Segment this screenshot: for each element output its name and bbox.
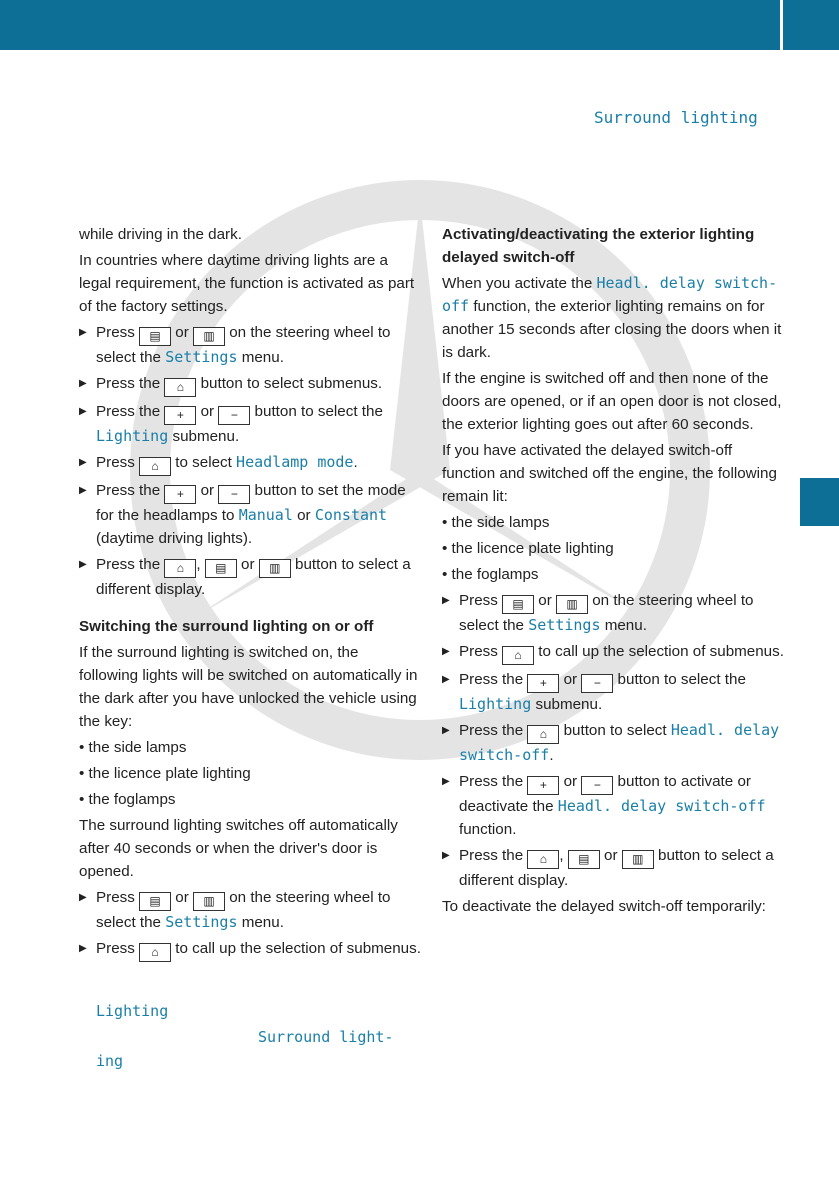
- step: ▶ Press ⌂ to select Headlamp mode.: [79, 451, 421, 476]
- plus-key-icon: +: [164, 485, 196, 504]
- back-key-icon: ⌂: [164, 378, 196, 397]
- subheading: Switching the surround lighting on or off: [79, 618, 374, 635]
- paragraph: If the engine is switched off and then none of the doors are opened, or if an open door is not closed, the exterior lighting goes out after 60 seconds.: [442, 370, 782, 433]
- step: ▶ Press the ⌂ button to select Headl. delay switch-off.: [442, 719, 784, 767]
- minus-key-icon: −: [218, 406, 250, 425]
- top-band: [0, 0, 780, 50]
- step: ▶ Press the ⌂ , ▤ or ▥ button to select a different display.: [442, 844, 784, 892]
- step: ▶ Press the + or − button to select the Lighting submenu.: [79, 400, 421, 448]
- paragraph: while driving in the dark.: [79, 226, 242, 243]
- paragraph: If the surround lighting is switched on, the following lights will be switched on automatically in the dark after you have unlocked the vehicle using the key:: [79, 644, 418, 730]
- plus-key-icon: +: [527, 674, 559, 693]
- minus-key-icon: −: [581, 674, 613, 693]
- menu-label: Lighting: [96, 1002, 169, 1020]
- back-key-icon: ⌂: [139, 943, 171, 962]
- next-display-key-icon: ▥: [556, 595, 588, 614]
- prev-display-key-icon: ▤: [139, 892, 171, 911]
- prev-display-key-icon: ▤: [139, 327, 171, 346]
- list-item: • the licence plate lighting: [442, 540, 614, 557]
- list-item: • the foglamps: [79, 791, 176, 808]
- minus-key-icon: −: [581, 776, 613, 795]
- next-display-key-icon: ▥: [259, 559, 291, 578]
- back-key-icon: ⌂: [527, 850, 559, 869]
- step: ▶ Press ▤ or ▥ on the steering wheel to select the Settings menu.: [442, 589, 784, 637]
- list-item: • the foglamps: [442, 566, 539, 583]
- step: ▶ Press ⌂ to call up the selection of submenus.: [442, 640, 784, 665]
- section-header: Surround lighting: [594, 108, 758, 127]
- paragraph: When you activate the Headl. delay switch-off function, the exterior lighting remains on for another 15 seconds after closing the doors when it is dark.: [442, 274, 782, 361]
- back-key-icon: ⌂: [139, 457, 171, 476]
- menu-label: ing: [96, 1052, 124, 1070]
- subheading: Activating/deactivating the exterior lighting delayed switch-off: [442, 226, 755, 266]
- step: ▶ Press the + or − button to select the Lighting submenu.: [442, 668, 784, 716]
- prev-display-key-icon: ▤: [502, 595, 534, 614]
- paragraph: If you have activated the delayed switch-off function and switched off the engine, the following remain lit:: [442, 442, 777, 505]
- prev-display-key-icon: ▤: [568, 850, 600, 869]
- step: ▶ Press ⌂ to call up the selection of submenus.: [79, 937, 421, 962]
- step: ▶ Press ▤ or ▥ on the steering wheel to select the Settings menu.: [79, 321, 421, 369]
- back-key-icon: ⌂: [527, 725, 559, 744]
- list-item: • the side lamps: [442, 514, 550, 531]
- step: ▶ Press the + or − button to activate or deactivate the Headl. delay switch-off function.: [442, 770, 784, 841]
- next-display-key-icon: ▥: [622, 850, 654, 869]
- back-key-icon: ⌂: [164, 559, 196, 578]
- step: ▶ Press ▤ or ▥ on the steering wheel to select the Settings menu.: [79, 886, 421, 934]
- top-band-corner: [783, 0, 839, 50]
- next-display-key-icon: ▥: [193, 892, 225, 911]
- paragraph: The surround lighting switches off automatically after 40 seconds or when the driver's door is opened.: [79, 817, 398, 880]
- chapter-tab: [800, 478, 839, 526]
- prev-display-key-icon: ▤: [205, 559, 237, 578]
- step: ▶ Press the + or − button to set the mode for the headlamps to Manual or Constant (daytime driving lights).: [79, 479, 421, 550]
- paragraph: In countries where daytime driving lights are a legal requirement, the function is activated as part of the factory settings.: [79, 252, 415, 315]
- next-display-key-icon: ▥: [193, 327, 225, 346]
- left-column: [79, 223, 421, 965]
- back-key-icon: ⌂: [502, 646, 534, 665]
- list-item: • the licence plate lighting: [79, 765, 251, 782]
- step: ▶ Press the ⌂ , ▤ or ▥ button to select a different display.: [79, 553, 421, 601]
- list-item: • the side lamps: [79, 739, 187, 756]
- minus-key-icon: −: [218, 485, 250, 504]
- paragraph: To deactivate the delayed switch-off temporarily:: [442, 898, 766, 915]
- plus-key-icon: +: [164, 406, 196, 425]
- plus-key-icon: +: [527, 776, 559, 795]
- step: ▶ Press the ⌂ button to select submenus.: [79, 372, 421, 397]
- menu-label: Surround light-: [258, 1028, 394, 1046]
- right-column: [442, 223, 784, 921]
